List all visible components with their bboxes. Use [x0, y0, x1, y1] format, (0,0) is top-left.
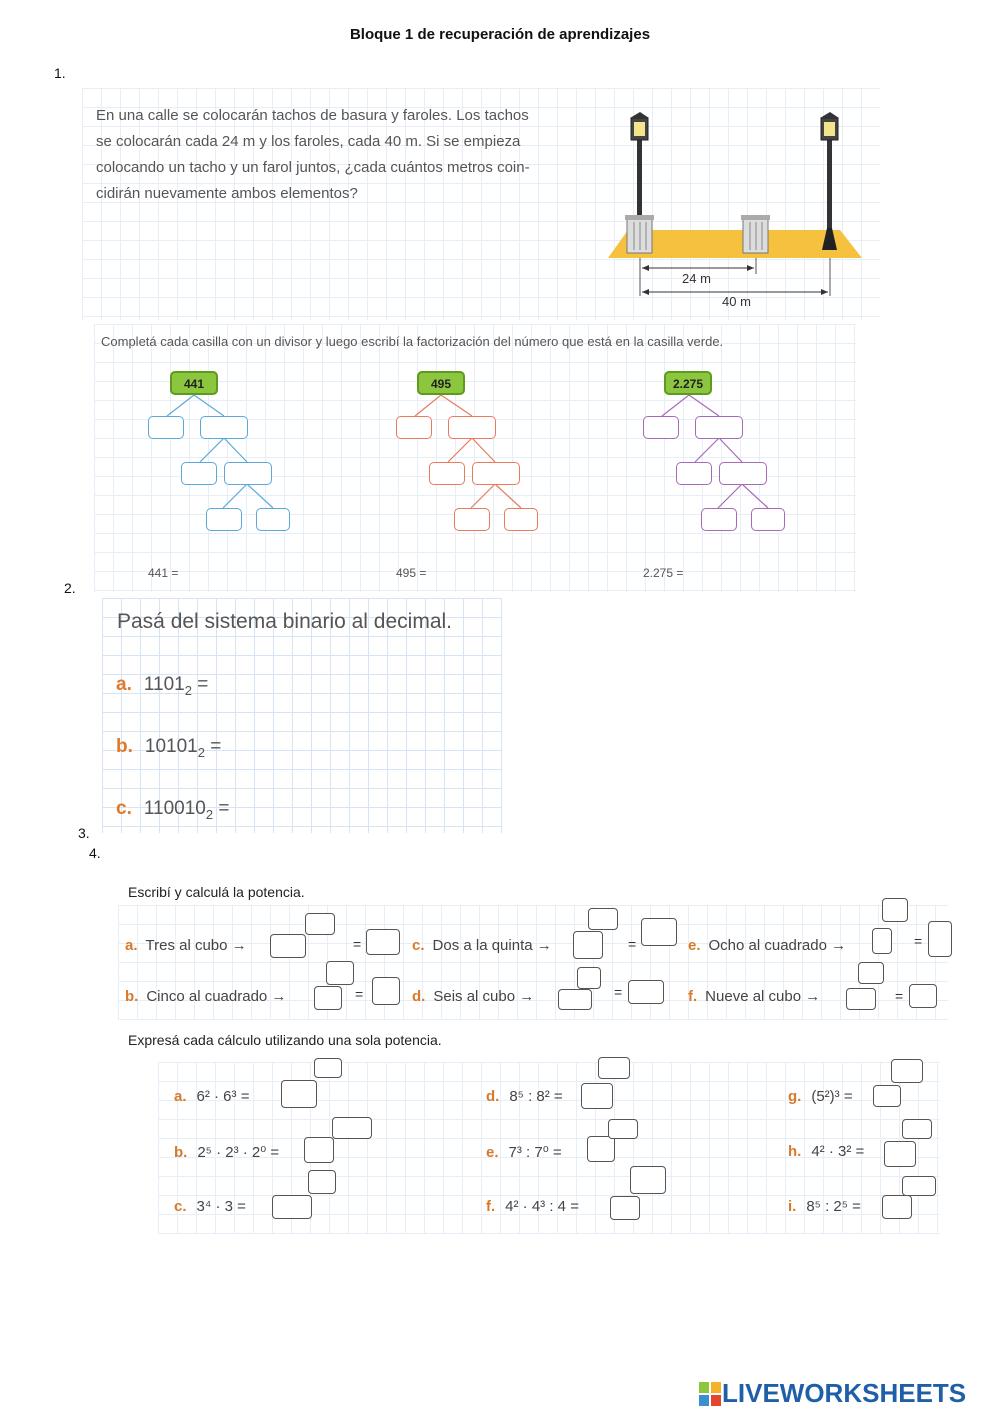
- base-input[interactable]: [558, 989, 592, 1010]
- dimension-24-label: 24 m: [682, 271, 711, 286]
- exponent-input[interactable]: [902, 1119, 932, 1139]
- binary-number: 10101: [144, 736, 198, 757]
- calc-item-b: [174, 1143, 279, 1161]
- base-input[interactable]: [270, 934, 306, 958]
- single-power-title: Expresá cada cálculo utilizando una sola potencia.: [128, 1032, 442, 1048]
- item-letter: d.: [486, 1088, 500, 1105]
- power-text: Cinco al cuadrado →: [146, 988, 287, 1005]
- green-box-441: 441: [170, 371, 218, 395]
- problem-line-1: En una calle se colocarán tachos de basura y faroles. Los tachos: [96, 107, 529, 124]
- tree-lines-495: [388, 390, 548, 520]
- base-input[interactable]: [884, 1141, 916, 1167]
- liveworksheets-logo: [698, 1378, 966, 1409]
- logo-text: LIVEWORKSHEETS: [722, 1378, 967, 1408]
- equals-sign: =: [614, 984, 623, 1000]
- calc-expression: 4² · 3² =: [811, 1143, 865, 1160]
- power-item-f: [688, 988, 820, 1005]
- exponent-input[interactable]: [891, 1059, 923, 1083]
- tree-lines-2275: [635, 390, 795, 520]
- exponent-input[interactable]: [314, 1058, 342, 1078]
- base-input[interactable]: [573, 931, 603, 959]
- result-input[interactable]: [641, 918, 677, 946]
- quotient-box[interactable]: [472, 462, 520, 485]
- green-box-2275: 2.275: [664, 371, 712, 395]
- base-input[interactable]: [281, 1080, 317, 1108]
- binary-number: 110010: [143, 798, 206, 819]
- power-text: Dos a la quinta →: [432, 937, 552, 954]
- item-letter: c.: [174, 1198, 187, 1215]
- logo-icon: [698, 1380, 722, 1408]
- calc-expression: 4² · 4³ : 4 =: [505, 1198, 579, 1215]
- base-input[interactable]: [610, 1196, 640, 1220]
- result-input[interactable]: [909, 984, 937, 1008]
- binary-item-a: [116, 674, 208, 698]
- calc-expression: 8⁵ : 2⁵ =: [806, 1198, 861, 1215]
- base-input[interactable]: [872, 928, 892, 954]
- equals-sign: =: [210, 736, 222, 757]
- divisor-box[interactable]: [181, 462, 217, 485]
- divisor-box[interactable]: [256, 508, 290, 531]
- binary-base: 2: [197, 744, 205, 760]
- divisor-box[interactable]: [676, 462, 712, 485]
- lamp-right-icon: [820, 112, 839, 250]
- exponent-input[interactable]: [858, 962, 884, 984]
- base-input[interactable]: [873, 1085, 901, 1107]
- item-letter: b.: [174, 1144, 188, 1161]
- result-input[interactable]: [928, 921, 952, 957]
- divisor-box[interactable]: [206, 508, 242, 531]
- power-item-b: [125, 988, 286, 1005]
- exponent-input[interactable]: [308, 1170, 336, 1194]
- calc-item-d: [486, 1088, 563, 1105]
- calc-expression: 2⁵ · 2³ · 2⁰ =: [197, 1144, 280, 1161]
- calc-item-f: [486, 1198, 579, 1215]
- tree-lines-441: [140, 390, 300, 520]
- page-title: Bloque 1 de recuperación de aprendizajes: [349, 26, 651, 43]
- power-text: Ocho al cuadrado →: [708, 937, 847, 954]
- problem-line-4: cidirán nuevamente ambos elementos?: [96, 185, 358, 202]
- factorization-495: 495 =: [396, 566, 427, 580]
- question-number-1: 1.: [54, 65, 66, 81]
- base-input[interactable]: [882, 1195, 912, 1219]
- divisor-box[interactable]: [504, 508, 538, 531]
- divisor-box[interactable]: [454, 508, 490, 531]
- calc-expression: 8⁵ : 8² =: [509, 1088, 563, 1105]
- exponent-input[interactable]: [332, 1117, 372, 1139]
- equals-sign: =: [895, 988, 904, 1004]
- binary-item-b: [116, 736, 221, 760]
- trash-bin-middle-icon: [741, 215, 770, 253]
- exponent-input[interactable]: [305, 913, 335, 935]
- equals-sign: =: [914, 933, 923, 949]
- calc-item-a: [174, 1088, 249, 1105]
- base-input[interactable]: [304, 1137, 334, 1163]
- equals-sign: =: [353, 936, 362, 952]
- divisor-box[interactable]: [751, 508, 785, 531]
- equals-sign: =: [218, 798, 230, 819]
- base-input[interactable]: [272, 1195, 312, 1219]
- power-item-a: [125, 937, 247, 954]
- factor-instruction: Completá cada casilla con un divisor y luego escribí la factorización del número que está en la casilla verde.: [101, 334, 724, 349]
- item-letter: b.: [116, 736, 133, 757]
- power-item-e: [688, 937, 846, 954]
- item-letter: a.: [125, 937, 138, 954]
- exponent-input[interactable]: [630, 1166, 666, 1194]
- green-box-495: 495: [417, 371, 465, 395]
- street-illustration: [600, 110, 870, 315]
- item-letter: c.: [412, 937, 425, 954]
- calc-item-c: [174, 1198, 246, 1215]
- exponent-input[interactable]: [882, 898, 908, 922]
- divisor-box[interactable]: [643, 416, 679, 439]
- divisor-box[interactable]: [396, 416, 432, 439]
- problem-line-3: colocando un tacho y un farol juntos, ¿cada cuántos metros coin-: [96, 159, 530, 176]
- calc-expression: 7³ : 7⁰ =: [508, 1144, 562, 1161]
- power-text: Seis al cubo →: [433, 988, 535, 1005]
- exponent-input[interactable]: [902, 1176, 936, 1196]
- exponent-input[interactable]: [326, 961, 354, 985]
- item-letter: f.: [486, 1198, 496, 1215]
- quotient-box[interactable]: [719, 462, 767, 485]
- calc-expression: 6² · 6³ =: [196, 1088, 250, 1105]
- base-input[interactable]: [314, 986, 342, 1010]
- divisor-box[interactable]: [429, 462, 465, 485]
- power-item-c: [412, 937, 552, 954]
- result-input[interactable]: [372, 977, 400, 1005]
- item-letter: g.: [788, 1088, 802, 1105]
- item-letter: e.: [688, 937, 701, 954]
- exponent-input[interactable]: [598, 1057, 630, 1079]
- question-number-3: 3.: [78, 825, 90, 841]
- binary-base: 2: [205, 806, 214, 822]
- item-letter: i.: [788, 1198, 797, 1215]
- item-letter: a.: [116, 674, 132, 695]
- question-number-4: 4.: [89, 845, 101, 861]
- item-letter: f.: [688, 988, 698, 1005]
- base-input[interactable]: [581, 1083, 613, 1109]
- question-number-2: 2.: [64, 580, 76, 596]
- calc-item-i: [788, 1198, 861, 1215]
- calc-item-g: [788, 1088, 853, 1105]
- binary-base: 2: [184, 682, 192, 698]
- calc-item-h: [788, 1143, 864, 1160]
- item-letter: e.: [486, 1144, 499, 1161]
- binary-number: 1101: [143, 674, 185, 695]
- power-text: Nueve al cubo →: [705, 988, 821, 1005]
- problem-line-2: se colocarán cada 24 m y los faroles, cada 40 m. Si se empieza: [96, 133, 521, 150]
- calc-expression: (5²)³ =: [811, 1088, 853, 1105]
- binary-title: Pasá del sistema binario al decimal.: [117, 610, 452, 633]
- quotient-box[interactable]: [200, 416, 248, 439]
- trash-bin-left-icon: [625, 215, 654, 253]
- factorization-441: 441 =: [148, 566, 179, 580]
- item-letter: d.: [412, 988, 426, 1005]
- quotient-box[interactable]: [448, 416, 496, 439]
- divisor-box[interactable]: [148, 416, 184, 439]
- base-input[interactable]: [846, 988, 876, 1010]
- exponent-input[interactable]: [608, 1119, 638, 1139]
- exponent-input[interactable]: [577, 967, 601, 989]
- result-input[interactable]: [366, 929, 400, 955]
- item-letter: h.: [788, 1143, 802, 1160]
- equals-sign: =: [197, 674, 209, 695]
- result-input[interactable]: [628, 980, 664, 1004]
- binary-item-c: [116, 798, 229, 822]
- powers-title: Escribí y calculá la potencia.: [128, 884, 305, 900]
- equals-sign: =: [628, 936, 637, 952]
- dimension-40-label: 40 m: [722, 294, 751, 309]
- item-letter: b.: [125, 988, 139, 1005]
- quotient-box[interactable]: [695, 416, 743, 439]
- calc-expression: 3⁴ · 3 =: [196, 1198, 246, 1215]
- factorization-2275: 2.275 =: [643, 566, 684, 580]
- base-input[interactable]: [587, 1136, 615, 1162]
- quotient-box[interactable]: [224, 462, 272, 485]
- item-letter: a.: [174, 1088, 187, 1105]
- calc-item-e: [486, 1143, 562, 1161]
- power-item-d: [412, 988, 534, 1005]
- equals-sign: =: [355, 986, 364, 1002]
- divisor-box[interactable]: [701, 508, 737, 531]
- item-letter: c.: [116, 798, 132, 819]
- power-text: Tres al cubo →: [145, 937, 247, 954]
- exponent-input[interactable]: [588, 908, 618, 930]
